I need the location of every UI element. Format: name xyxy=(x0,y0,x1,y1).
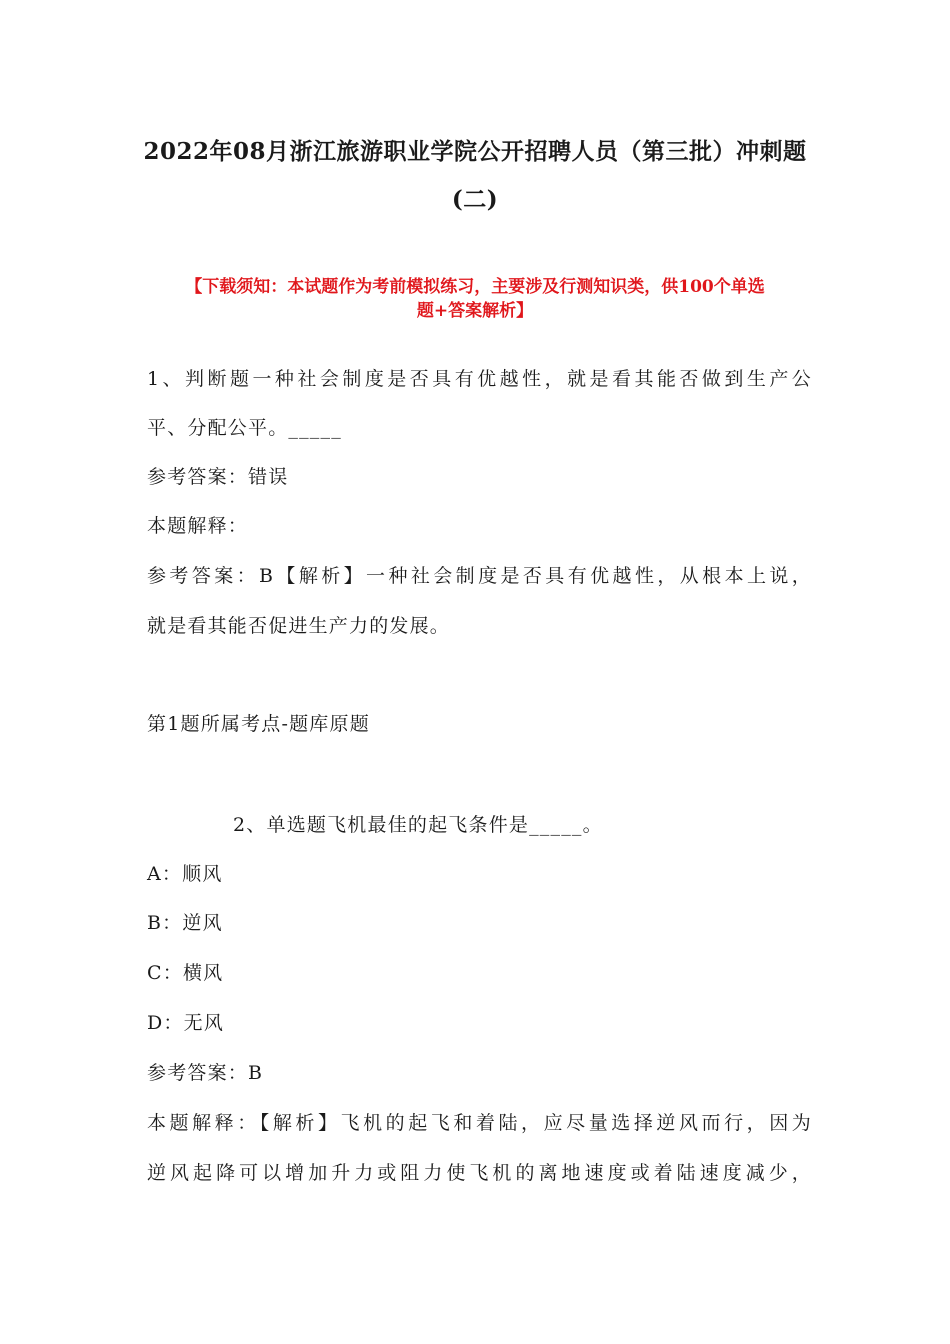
q2-explain-line-1: 本题解释：【解析】飞机的起飞和着陆，应尽量选择逆风而行，因为 xyxy=(147,1112,812,1134)
q2-stem: 2、单选题飞机最佳的起飞条件是_____。 xyxy=(233,814,603,836)
q1-explain-line-1: 参考答案：B【解析】一种社会制度是否具有优越性，从根本上说， xyxy=(147,565,812,587)
q2-option-a: A：顺风 xyxy=(147,863,223,885)
q2-option-b: B：逆风 xyxy=(147,912,223,934)
q1-explain-line-2: 就是看其能否促进生产力的发展。 xyxy=(147,615,451,637)
q1-explain-label: 本题解释： xyxy=(147,515,249,537)
q1-stem-line-2: 平、分配公平。_____ xyxy=(147,417,342,439)
q2-answer: 参考答案：B xyxy=(147,1062,264,1084)
document-title-subtitle: (二) xyxy=(451,186,499,213)
q2-option-c: C：横风 xyxy=(147,962,224,984)
document-title: 2022年08月浙江旅游职业学院公开招聘人员（第三批）冲刺题 xyxy=(143,138,807,165)
q1-exam-point: 第1题所属考点-题库原题 xyxy=(147,713,370,735)
q1-stem-line-1: 1、判断题一种社会制度是否具有优越性，就是看其能否做到生产公 xyxy=(147,368,812,390)
download-notice xyxy=(140,275,810,323)
download-notice-line-1: 【下载须知：本试题作为考前模拟练习，主要涉及行测知识类，供100个单选 xyxy=(185,277,765,297)
q1-answer: 参考答案：错误 xyxy=(147,466,289,488)
q2-option-d: D：无风 xyxy=(147,1012,225,1034)
download-notice-line-2: 题+答案解析】 xyxy=(416,301,534,321)
q2-explain-line-2: 逆风起降可以增加升力或阻力使飞机的离地速度或着陆速度减少， xyxy=(147,1162,812,1184)
